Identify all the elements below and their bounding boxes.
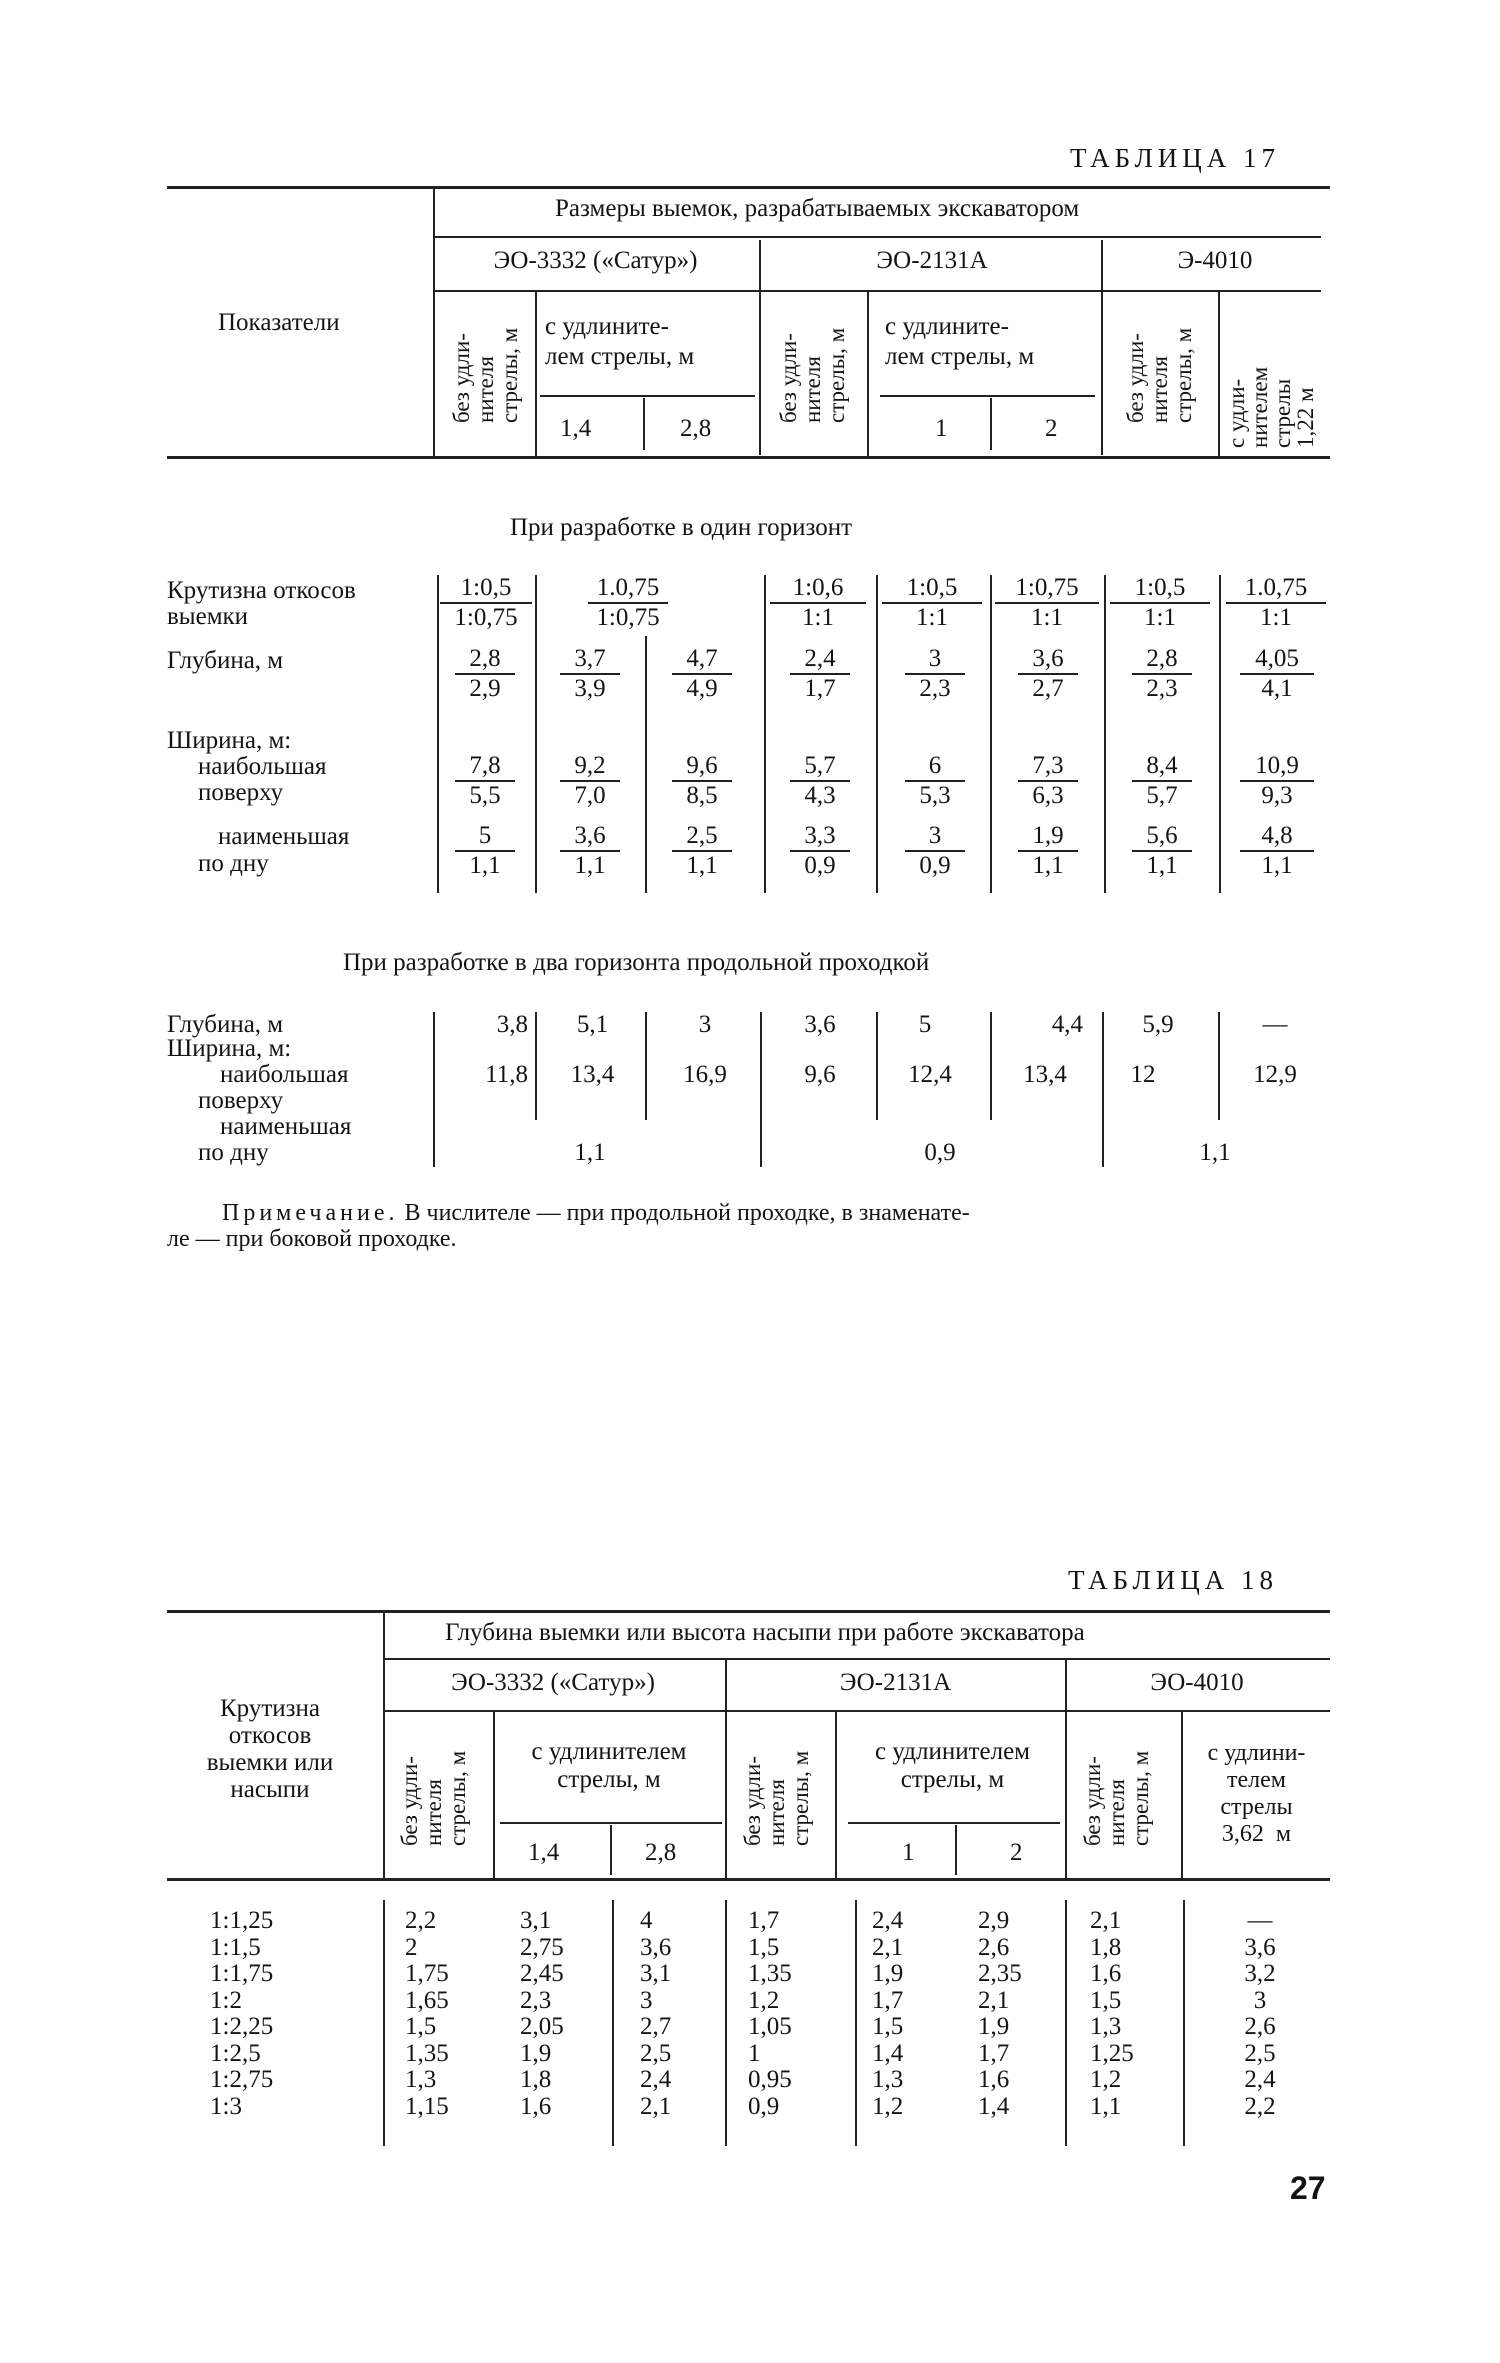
- table-cell: 1,9: [872, 1960, 904, 1987]
- ext-2-8: 2,8: [680, 415, 712, 442]
- depth2-cell: 5: [918, 1011, 932, 1038]
- rule: [990, 1012, 992, 1120]
- table-cell: 1,4: [872, 2039, 904, 2067]
- ext-1-4: 1,4: [560, 415, 592, 442]
- table-cell: 3,6: [640, 1933, 672, 1961]
- ext-2-8: 2,8: [645, 1839, 677, 1866]
- depth2-cell: 4,4: [1051, 1011, 1083, 1038]
- table-cell: 1,2: [748, 1986, 780, 2014]
- slope-label: 1:1,25: [210, 1907, 274, 1934]
- table-cell: 1,7: [978, 2039, 1010, 2067]
- table-cell: 1,3: [872, 2066, 904, 2093]
- width2-bottom-cell: 1,1: [574, 1139, 606, 1166]
- rule: [540, 395, 755, 397]
- depth-cell: $\frac{4,7}{4,9}$: [672, 645, 732, 703]
- width-bottom-cell: $\frac{5,6}{1,1}$: [1132, 822, 1192, 880]
- slope-label: 1:2,5: [210, 2039, 261, 2067]
- width-top-cell: $\frac{9,2}{7,0}$: [560, 752, 620, 810]
- row2-label-bottom-1: наименьшая: [220, 1113, 352, 1140]
- col-label-indicators: Показатели: [218, 309, 340, 336]
- table-cell: 1,9: [978, 2013, 1010, 2040]
- table-cell: 1: [748, 2039, 761, 2067]
- rule: [855, 1900, 857, 2146]
- depth2-cell: 3: [698, 1011, 712, 1038]
- slope-cell: $\frac{1.0,75}{1:1}$: [1226, 574, 1326, 632]
- width-bottom-cell: $\frac{3}{0,9}$: [905, 822, 965, 880]
- rule: [1101, 240, 1103, 455]
- table-cell: 1,5: [1090, 1986, 1122, 2014]
- table-cell: 2,4: [1244, 2066, 1276, 2093]
- table-cell: 2,75: [520, 1933, 564, 1961]
- sub-no-ext-e4010: без удли- нителя стрелы, м: [1123, 327, 1196, 423]
- table-17-note: [222, 1200, 1332, 1226]
- row2-label-depth: Глубина, м: [167, 1011, 284, 1038]
- machine-eo2131a: ЭО-2131А: [876, 247, 988, 274]
- rule: [612, 1900, 614, 2146]
- ext-1: 1: [902, 1839, 915, 1866]
- width-bottom-cell: $\frac{3,3}{0,9}$: [790, 822, 850, 880]
- width2-top-cell: 9,6: [804, 1061, 836, 1088]
- table-cell: 2,35: [978, 1960, 1022, 1987]
- table-cell: 2,4: [872, 1907, 904, 1934]
- table-cell: 2,1: [872, 1933, 904, 1961]
- rule: [383, 1900, 385, 2146]
- sub-ext-eo3332: с удлинителем стрелы, м: [531, 1738, 687, 1793]
- sub-ext-eo3332: с удлините- лем стрелы, м: [545, 313, 695, 370]
- rule: [764, 575, 766, 893]
- table-cell: 1,7: [872, 1986, 904, 2014]
- table-cell: 2,2: [1244, 2092, 1276, 2120]
- table-cell: 1,6: [1090, 1960, 1122, 1987]
- width2-top-cell: 13,4: [570, 1061, 615, 1088]
- row-label-bottom-1: наименьшая: [218, 823, 350, 850]
- rule: [835, 1712, 837, 1878]
- depth2-cell: 3,8: [496, 1011, 528, 1038]
- note-label: Примечание.: [222, 1200, 399, 1226]
- row2-label-bottom-2: по дну: [198, 1139, 269, 1166]
- row-label-top-1: наибольшая: [198, 753, 327, 780]
- rule: [643, 398, 645, 450]
- machine-eo3332: ЭО-3332 («Сатур»): [493, 247, 698, 274]
- table-cell: 2,6: [1244, 2013, 1276, 2040]
- sub-ext-e4010: с удли- нителем стрелы 1,22 м: [1224, 366, 1318, 448]
- table-cell: 1,5: [872, 2013, 904, 2040]
- width-top-cell: $\frac{10,9}{9,3}$: [1240, 752, 1314, 810]
- table-cell: 3,1: [640, 1960, 672, 1987]
- rule: [535, 575, 537, 893]
- rule: [990, 398, 992, 450]
- row-label-width: Ширина, м:: [167, 727, 292, 754]
- width-bottom-cell: $\frac{1,9}{1,1}$: [1018, 822, 1078, 880]
- section-two-horizons: При разработке в два горизонта продольной проходкой: [343, 949, 930, 976]
- table-cell: 2,6: [978, 1933, 1010, 1961]
- table-18-header-divider: [383, 1610, 385, 1878]
- table-18-header-main: Глубина выемки или высота насыпи при работе экскаватора: [445, 1619, 1085, 1646]
- table-cell: 1,9: [520, 2039, 552, 2067]
- rule: [1104, 575, 1106, 893]
- row2-label-width: Ширина, м:: [167, 1035, 292, 1062]
- table-cell: 0,9: [748, 2092, 780, 2120]
- depth2-cell: 5,9: [1142, 1011, 1174, 1038]
- page-number: 27: [1290, 2170, 1326, 2206]
- row2-label-top-2: поверху: [198, 1087, 284, 1114]
- depth2-cell: 5,1: [576, 1011, 609, 1038]
- table-cell: 2,3: [520, 1986, 552, 2014]
- width-bottom-cell: $\frac{4,8}{1,1}$: [1240, 822, 1314, 880]
- table-cell: 1,65: [405, 1986, 449, 2014]
- table-cell: 1,05: [748, 2013, 792, 2040]
- slope-label: 1:2,75: [210, 2066, 274, 2093]
- table-cell: 1,4: [978, 2092, 1010, 2120]
- slope-cell: $\frac{1:0,5}{1:1}$: [1110, 574, 1210, 632]
- table-cell: 4: [640, 1907, 653, 1934]
- table-cell: 2,1: [1090, 1907, 1122, 1934]
- width-top-cell: $\frac{7,3}{6,3}$: [1018, 752, 1078, 810]
- rule: [433, 1012, 435, 1167]
- row2-label-top-1: наибольшая: [220, 1061, 349, 1088]
- table-cell: 1,6: [520, 2092, 552, 2120]
- table-cell: 1,2: [1090, 2066, 1122, 2093]
- rule: [433, 236, 1321, 238]
- table-cell: 2,1: [978, 1986, 1010, 2014]
- rule: [383, 1658, 1330, 1660]
- table-17-header-main: Размеры выемок, разрабатываемых экскаватором: [555, 195, 1080, 222]
- table-cell: 1,1: [1090, 2092, 1122, 2120]
- machine-eo3332: ЭО-3332 («Сатур»): [451, 1669, 655, 1696]
- rule: [1219, 575, 1221, 893]
- rule: [383, 1710, 1330, 1712]
- machine-e4010: Э-4010: [1177, 247, 1253, 274]
- table-cell: 3,6: [1244, 1933, 1276, 1961]
- depth-cell: $\frac{3,7}{3,9}$: [560, 645, 620, 703]
- table-cell: 2,45: [520, 1960, 564, 1987]
- width2-bottom-cell: 1,1: [1199, 1139, 1231, 1166]
- table-cell: 1,8: [1090, 1933, 1122, 1961]
- table-cell: 1,35: [405, 2039, 449, 2067]
- depth-cell: $\frac{3}{2,3}$: [905, 645, 965, 703]
- width2-bottom-cell: 0,9: [924, 1139, 956, 1166]
- row-label-slope-1: Крутизна откосов: [167, 577, 356, 604]
- slope-cell: $\frac{1:0,5}{1:1}$: [882, 574, 982, 632]
- table-18-header-bottom-rule: [167, 1878, 1330, 1881]
- table-17-header-divider: [433, 186, 435, 456]
- rule: [876, 1012, 878, 1120]
- table-17-top-rule: [167, 186, 1330, 189]
- machine-eo4010: ЭО-4010: [1150, 1669, 1244, 1696]
- rule: [955, 1825, 957, 1875]
- sub-no-ext-eo3332: без удли- нителя стрелы, м: [449, 327, 522, 423]
- table-cell: 2: [405, 1933, 418, 1961]
- table-cell: 0,95: [748, 2066, 792, 2093]
- depth2-cell: —: [1262, 1011, 1288, 1038]
- rule: [867, 292, 869, 456]
- table-cell: 1,3: [1090, 2013, 1122, 2040]
- table-cell: 1,35: [748, 1960, 792, 1987]
- table-cell: 1,3: [405, 2066, 437, 2093]
- width-bottom-cell: $\frac{2,5}{1,1}$: [672, 822, 732, 880]
- rule: [759, 240, 761, 455]
- slope-cell: $\frac{1:0,6}{1:1}$: [770, 574, 866, 632]
- rule: [535, 1012, 537, 1120]
- width2-top-cell: 12,9: [1253, 1061, 1297, 1088]
- table-cell: 2,5: [640, 2039, 672, 2067]
- machine-eo2131a: ЭО-2131А: [839, 1669, 952, 1696]
- note-text-2: ле — при боковой проходке.: [167, 1226, 457, 1252]
- slope-cell: $\frac{1.0,75}{1:0,75}$: [588, 574, 668, 632]
- slope-cell: $\frac{1:0,75}{1:1}$: [995, 574, 1099, 632]
- ext-1: 1: [935, 415, 948, 442]
- width-top-cell: $\frac{8,4}{5,7}$: [1132, 752, 1192, 810]
- slope-label: 1:1,75: [210, 1960, 274, 1987]
- row-label-slope-2: выемки: [167, 603, 249, 630]
- depth-cell: $\frac{3,6}{2,7}$: [1018, 645, 1078, 703]
- width2-top-cell: 12,4: [908, 1061, 952, 1088]
- rule: [725, 1900, 727, 2146]
- sub-ext-eo2131a: с удлинителем стрелы, м: [874, 1738, 1031, 1793]
- rule: [1102, 1012, 1104, 1167]
- slope-label: 1:1,5: [210, 1933, 261, 1961]
- rule: [645, 636, 647, 893]
- width2-top-cell: 16,9: [683, 1061, 727, 1088]
- table-cell: 3: [640, 1986, 653, 2014]
- table-17-title: ТАБЛИЦА 17: [1070, 143, 1281, 173]
- depth2-cell: 3,6: [804, 1011, 836, 1038]
- sub-ext-eo4010: с удлини- телем стрелы 3,62 м: [1207, 1740, 1306, 1847]
- sub-no-ext-eo3332: без удли- нителя стрелы, м: [397, 1750, 470, 1846]
- table-cell: 3,2: [1244, 1960, 1276, 1987]
- rule: [848, 1822, 1060, 1824]
- ext-2: 2: [1010, 1839, 1023, 1866]
- row-label-depth: Глубина, м: [167, 647, 284, 674]
- table-cell: 3: [1253, 1986, 1267, 2014]
- width2-top-cell: 13,4: [1023, 1061, 1067, 1088]
- rule: [645, 1012, 647, 1120]
- table-cell: 1,25: [1090, 2039, 1134, 2067]
- slope-label: 1:2: [210, 1986, 242, 2014]
- note-text-1: В числителе — при продольной проходке, в знаменате-: [398, 1200, 970, 1226]
- rule: [437, 575, 439, 893]
- rule: [880, 395, 1095, 397]
- rule: [610, 1825, 612, 1875]
- sub-no-ext-eo4010: без удли- нителя стрелы, м: [1080, 1750, 1153, 1846]
- depth-cell: $\frac{2,4}{1,7}$: [790, 645, 850, 703]
- slope-label: 1:2,25: [210, 2013, 274, 2040]
- rule: [1183, 1900, 1185, 2146]
- rule: [493, 1712, 495, 1878]
- table-cell: 2,5: [1244, 2039, 1276, 2067]
- rule: [1065, 1660, 1067, 1878]
- rule: [1065, 1900, 1067, 2146]
- rule: [1218, 292, 1220, 456]
- width-top-cell: $\frac{5,7}{4,3}$: [790, 752, 850, 810]
- slope-label: 1:3: [210, 2092, 242, 2120]
- col-label-slopes: Крутизна откосов выемки или насыпи: [206, 1695, 334, 1803]
- rule: [725, 1660, 727, 1878]
- depth-cell: $\frac{2,8}{2,3}$: [1132, 645, 1192, 703]
- rule: [876, 575, 878, 893]
- ext-1-4: 1,4: [528, 1839, 560, 1866]
- width-bottom-cell: $\frac{3,6}{1,1}$: [560, 822, 620, 880]
- table-18-top-rule: [167, 1610, 1330, 1613]
- sub-no-ext-eo2131a: без удли- нителя стрелы, м: [740, 1750, 813, 1846]
- table-cell: 2,9: [978, 1907, 1010, 1934]
- table-18-title: ТАБЛИЦА 18: [1068, 1565, 1279, 1595]
- table-cell: —: [1247, 1907, 1273, 1934]
- row-label-bottom-2: по дну: [198, 850, 269, 877]
- table-cell: 1,6: [978, 2066, 1010, 2093]
- ext-2: 2: [1045, 415, 1058, 442]
- rule: [1218, 1012, 1220, 1120]
- width2-top-cell: 11,8: [485, 1061, 528, 1088]
- rule: [760, 1012, 762, 1167]
- width2-top-cell: 12: [1130, 1061, 1156, 1088]
- table-cell: 1,7: [748, 1907, 780, 1934]
- table-cell: 2,2: [405, 1907, 437, 1934]
- rule: [990, 575, 992, 893]
- depth-cell: $\frac{2,8}{2,9}$: [455, 645, 515, 703]
- table-cell: 1,5: [405, 2013, 437, 2040]
- table-cell: 1,8: [520, 2066, 552, 2093]
- table-cell: 2,4: [640, 2066, 672, 2093]
- width-top-cell: $\frac{7,8}{5,5}$: [455, 752, 515, 810]
- slope-cell: $\frac{1:0,5}{1:0,75}$: [440, 574, 532, 632]
- sub-no-ext-eo2131a: без удли- нителя стрелы, м: [776, 327, 849, 423]
- width-bottom-cell: $\frac{5}{1,1}$: [455, 822, 515, 880]
- row-label-top-2: поверху: [198, 779, 284, 806]
- table-cell: 2,05: [520, 2013, 564, 2040]
- table-cell: 3,1: [520, 1907, 552, 1934]
- table-cell: 1,15: [405, 2092, 449, 2120]
- table-cell: 2,1: [640, 2092, 672, 2120]
- rule: [535, 292, 537, 456]
- table-17-header-bottom-rule: [167, 456, 1330, 459]
- sub-ext-eo2131a: с удлините- лем стрелы, м: [885, 313, 1035, 370]
- table-cell: 1,2: [872, 2092, 904, 2120]
- table-cell: 2,7: [640, 2013, 672, 2040]
- table-cell: 1,5: [748, 1933, 780, 1961]
- section-one-horizon: При разработке в один горизонт: [510, 514, 853, 541]
- depth-cell: $\frac{4,05}{4,1}$: [1240, 645, 1314, 703]
- rule: [500, 1822, 722, 1824]
- width-top-cell: $\frac{9,6}{8,5}$: [672, 752, 732, 810]
- table-cell: 1,75: [405, 1960, 449, 1987]
- width-top-cell: $\frac{6}{5,3}$: [905, 752, 965, 810]
